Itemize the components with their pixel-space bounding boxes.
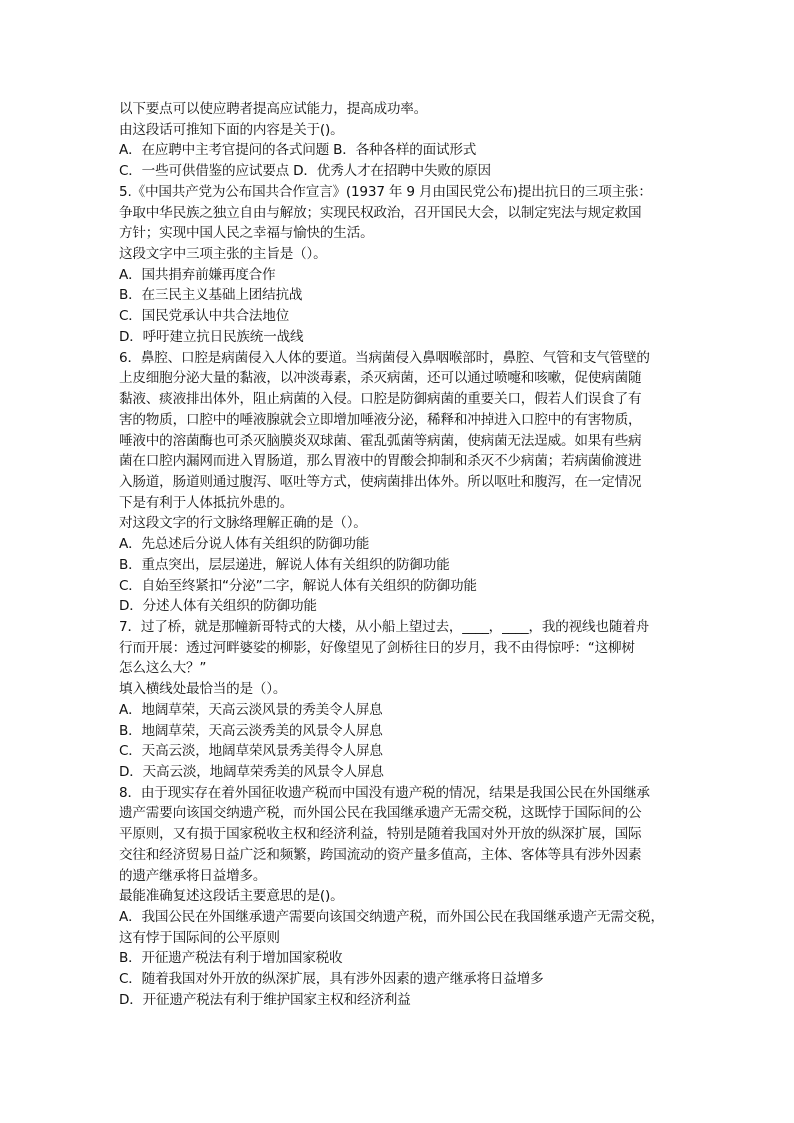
text-line: 遗产需要向该国交纳遗产税，而外国公民在我国继承遗产无需交税，这既悖于国际间的公 — [119, 805, 642, 822]
text-line: 5.《中国共产党为公布国共合作宣言》(1937 年 9 月由国民党公布)提出抗日的三项主张： — [119, 183, 652, 200]
text-line: A．在应聘中主考官提问的各式问题 B．各种各样的面试形式 — [119, 142, 477, 159]
text-line: 方针；实现中国人民之幸福与愉快的生活。 — [119, 225, 374, 242]
text-line: 8．由于现实存在着外国征收遗产税而中国没有遗产税的情况，结果是我国公民在外国继承 — [119, 784, 650, 801]
text-line: 怎么这么大？” — [119, 660, 207, 677]
text-line: D．天高云淡，地阔草荣秀美的风景令人屏息 — [119, 764, 384, 780]
text-line: 下是有利于人体抵抗外患的。 — [119, 494, 294, 511]
text-line: D．分述人体有关组织的防御功能 — [119, 598, 317, 615]
text-line: 最能准确复述这段话主要意思的是()。 — [119, 888, 344, 905]
text-line: C．自始至终紧扣“分泌”二字，解说人体有关组织的防御功能 — [119, 577, 477, 594]
text-line: C．随着我国对外开放的纵深扩展，具有涉外因素的遗产继承将日益增多 — [119, 971, 544, 988]
text-line: 以下要点可以使应聘者提高应试能力，提高成功率。 — [119, 101, 428, 117]
text-line: B．开征遗产税法有利于增加国家税收 — [119, 950, 343, 967]
text-line: 唾液中的溶菌酶也可杀灭脑膜炎双球菌、霍乱弧菌等病菌，使病菌无法逞威。如果有些病 — [119, 432, 642, 449]
text-line: A．我国公民在外国继承遗产需要向该国交纳遗产税，而外国公民在我国继承遗产无需交税， — [119, 909, 664, 926]
text-line: C．国民党承认中共合法地位 — [119, 308, 290, 325]
text-line: 菌在口腔内漏网而进入胃肠道，那么胃液中的胃酸会抑制和杀灭不少病菌；若病菌偷渡进 — [119, 453, 642, 470]
text-line: B．重点突出，层层递进，解说人体有关组织的防御功能 — [119, 556, 450, 573]
text-line: 6．鼻腔、口腔是病菌侵入人体的要道。当病菌侵入鼻咽喉部时，鼻腔、气管和支气管壁的 — [119, 349, 650, 366]
text-line: 7．过了桥，就是那幢新哥特式的大楼，从小船上望过去，____，____，我的视线也随着舟 — [119, 618, 650, 635]
text-line: 这有悖于国际间的公平原则 — [119, 929, 280, 946]
text-line: 黏液、痰液排出体外，阻止病菌的入侵。口腔是防御病菌的重要关口，假若人们误食了有 — [119, 391, 642, 408]
text-line: 上皮细胞分泌大量的黏液，以冲淡毒素，杀灭病菌，还可以通过喷嚏和咳嗽，促使病菌随 — [119, 370, 642, 387]
text-line: 这段文字中三项主张的主旨是（）。 — [119, 246, 327, 263]
text-line: D．呼吁建立抗日民族统一战线 — [119, 328, 304, 345]
text-line: D．开征遗产税法有利于维护国家主权和经济利益 — [119, 991, 411, 1008]
text-line: C．天高云淡，地阔草荣风景秀美得令人屏息 — [119, 743, 383, 760]
text-line: A．先总述后分说人体有关组织的防御功能 — [119, 536, 370, 553]
text-line: 填入横线处最恰当的是（）。 — [119, 681, 287, 698]
text-line: 交往和经济贸易日益广泛和频繁，跨国流动的资产量多值高，主体、客体等具有涉外因素 — [119, 846, 642, 863]
text-line: A．地阔草荣，天高云淡风景的秀美令人屏息 — [119, 701, 383, 718]
text-line: A．国共捐弃前嫌再度合作 — [119, 266, 276, 283]
text-line: 由这段话可推知下面的内容是关于()。 — [119, 121, 344, 138]
text-line: 争取中华民族之独立自由与解放；实现民权政治，召开国民大会，以制定宪法与规定救国 — [119, 204, 642, 221]
text-line: 行而开展：透过河畔婆娑的柳影，好像望见了剑桥往日的岁月，我不由得惊呼：“这柳树 — [119, 639, 635, 656]
text-line: 对这段文字的行文脉络理解正确的是（）。 — [119, 515, 367, 532]
text-line: 平原则，又有损于国家税收主权和经济利益，特别是随着我国对外开放的纵深扩展，国际 — [119, 826, 642, 843]
document-page — [119, 99, 699, 1011]
text-line: C．一些可供借鉴的应试要点 D．优秀人才在招聘中失败的原因 — [119, 163, 491, 180]
text-line: B．地阔草荣，天高云淡秀美的风景令人屏息 — [119, 722, 383, 739]
text-line: B．在三民主义基础上团结抗战 — [119, 287, 303, 304]
text-line: 害的物质，口腔中的唾液腺就会立即增加唾液分泌，稀释和冲掉进入口腔中的有害物质， — [119, 411, 642, 428]
text-line: 的遗产继承将日益增多。 — [119, 867, 267, 884]
text-line: 入肠道，肠道则通过腹泻、呕吐等方式，使病菌排出体外。所以呕吐和腹泻，在一定情况 — [119, 473, 642, 490]
